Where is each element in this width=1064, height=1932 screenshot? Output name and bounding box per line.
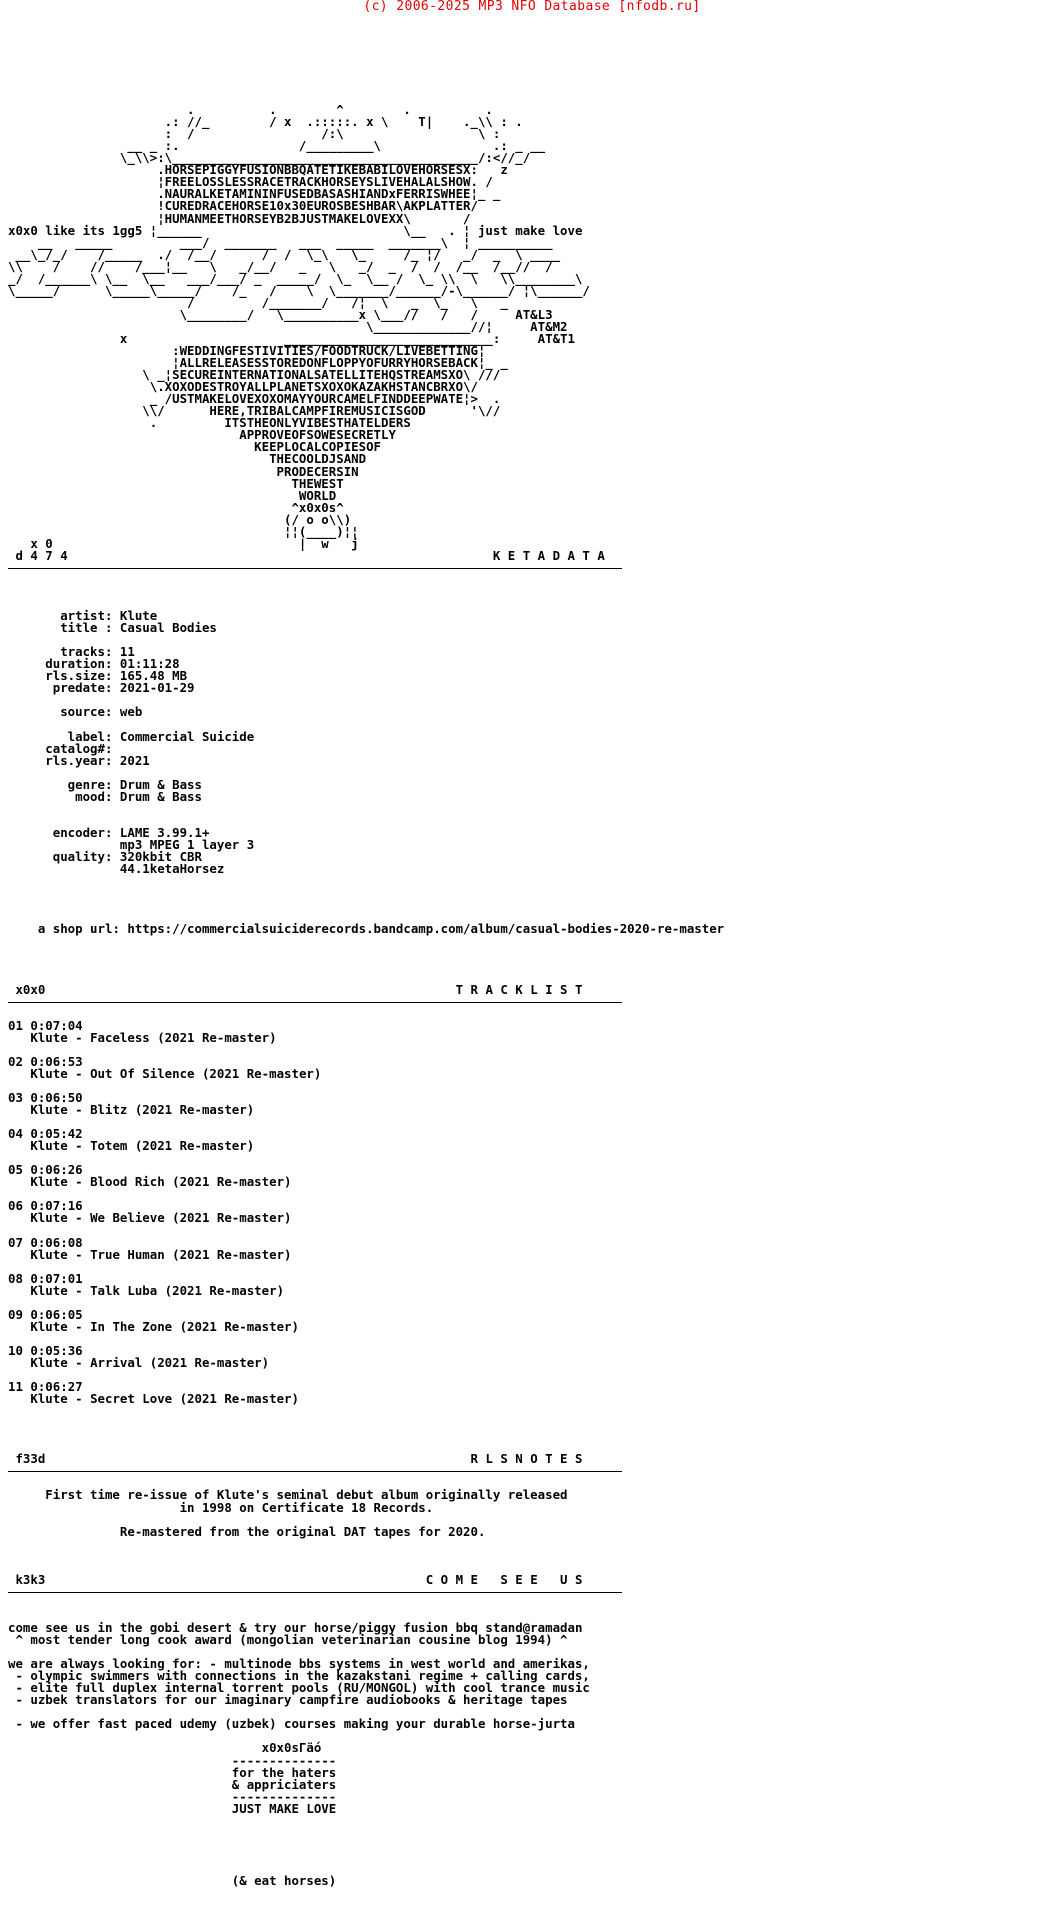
track-duration: 0:06:50 (30, 1089, 83, 1105)
track-number: 04 (8, 1126, 23, 1142)
shop-url-link[interactable]: https://commercialsuiciderecords.bandcamp.com/album/casual-bodies-2020-re-master (127, 921, 725, 937)
metadata-key: rls.year (8, 752, 105, 768)
metadata-value: Commercial Suicide (119, 728, 255, 744)
come-see-us-line: -------------- (8, 1788, 337, 1804)
ascii-logo-line: \________/ \__________x \___// / / AT&L3 (8, 306, 553, 322)
track-title-row (8, 1140, 724, 1152)
ascii-logo-line: \_____/ \_____\_____/ /_ / \ \_______/______/-\______/ ¦\______/ (8, 282, 590, 298)
copyright-notice: (c) 2006-2025 MP3 NFO Database [nfodb.ru] (363, 0, 701, 14)
section-title: T R A C K L I S T (455, 981, 583, 997)
track-title-row (8, 1282, 724, 1298)
metadata-key: source (8, 704, 105, 720)
metadata-key: quality (8, 849, 105, 864)
track-duration: 0:07:01 (30, 1270, 83, 1286)
come-see-us-line (8, 1827, 724, 1839)
track-duration: 0:07:04 (30, 1017, 83, 1033)
come-see-us-line: - we offer fast paced udemy (uzbek) courses making your durable horse-jurta (8, 1716, 575, 1732)
ascii-logo-line: (/ o o\\) (8, 511, 352, 527)
ascii-logo-line: !CUREDRACEHORSE10x30EUROSBESHBAR\AKPLATTER/ (8, 198, 478, 214)
blank-line (8, 1080, 724, 1092)
ascii-logo-line: / /_______/ /¦ \ _ \_ \ _ (8, 294, 508, 310)
track-title-row (8, 1318, 724, 1334)
metadata-value: mp3 MPEG 1 layer 3 (119, 836, 255, 852)
section-title: R L S N O T E S (470, 1451, 583, 1467)
metadata-row-catalog-: catalog#: (8, 740, 120, 756)
metadata-row-rls-size: rls.size: 165.48 MB (8, 668, 188, 684)
ascii-logo-line: \\/ HERE,TRIBALCAMPFIREMUSICISGOD '\// (8, 403, 501, 419)
ascii-logo-line: \_____________//¦ AT&M2 (8, 318, 568, 334)
tracklist-divider (8, 996, 724, 1008)
metadata-row-continued (8, 863, 724, 875)
metadata-key: title (8, 620, 105, 636)
metadata-value: Casual Bodies (119, 620, 217, 636)
track-duration: 0:06:27 (30, 1379, 83, 1395)
metadata-value: LAME 3.99.1+ (119, 824, 210, 840)
track-title-row (8, 1029, 724, 1045)
ascii-logo-line: x ____________________________: AT&T1 (8, 330, 575, 346)
section-title: C O M E S E E U S (425, 1571, 583, 1587)
ascii-logo-line: _/ /______\ \__ \__ ___/___/ _ _____/ \_ \__ / \_ \\ \ \\________\ (8, 270, 583, 286)
blank-line (8, 899, 724, 911)
ascii-logo-line: WORLD (8, 487, 337, 503)
rlsnotes-divider (8, 1465, 724, 1477)
metadata-value: 11 (119, 644, 135, 660)
blank-line (8, 1297, 724, 1309)
metadata-value: 2021 (119, 752, 150, 768)
metadata-row-predate: predate: 2021-01-29 (8, 680, 195, 696)
track-number: 08 (8, 1270, 23, 1286)
ascii-logo-line: __\_/_/ /_____ ./ /__/ / / \_\ \_ /_ ¦/ _/ _ \ ____ (8, 246, 561, 262)
metadata-value: 2021-01-29 (119, 680, 195, 696)
track-title: Klute - Secret Love (2021 Re-master) (30, 1391, 299, 1407)
blank-line (8, 586, 724, 598)
ascii-logo-line: \.XOXODESTROYALLPLANETSXOXOKAZAKHSTANCBRXO\/ (8, 379, 478, 395)
metadata-row-tracks: tracks: 11 (8, 644, 135, 660)
blank-line (8, 1550, 724, 1562)
blank-line (8, 1116, 724, 1128)
track-number: 10 (8, 1342, 23, 1358)
track-number: 11 (8, 1379, 23, 1395)
metadata-value: 44.1ketaHorsez (119, 861, 225, 877)
blank-line (8, 1417, 724, 1429)
metadata-row-title: title : Casual Bodies (8, 620, 217, 636)
track-number: 09 (8, 1306, 23, 1322)
ketadata-divider (8, 562, 724, 574)
metadata-key: label (8, 728, 105, 744)
release-note-line: Re-mastered from the original DAT tapes for 2020. (8, 1523, 486, 1539)
come-see-us-line (8, 1851, 724, 1863)
track-title: Klute - Talk Luba (2021 Re-master) (30, 1282, 285, 1298)
track-number: 01 (8, 1017, 23, 1033)
ascii-logo-line: __ _ :. /_________\ .: _ __ (8, 138, 546, 154)
metadata-value: Klute (119, 608, 158, 624)
track-duration: 0:07:16 (30, 1198, 83, 1214)
track-duration: 0:06:53 (30, 1053, 83, 1069)
ascii-logo-line: APPROVEOFSOWESECRETLY (8, 427, 396, 443)
blank-line (8, 1261, 724, 1273)
ascii-logo-line: \_\\>:\_________________________________________/:<//_/ (8, 150, 531, 166)
track-duration: 0:05:42 (30, 1126, 83, 1142)
track-title-row (8, 1212, 724, 1224)
section-tag: k3k3 (15, 1571, 46, 1587)
come-see-us-line: we are always looking for: - multinode bbs systems in west world and amerikas, (8, 1656, 590, 1672)
ascii-logo-line: : / /:\ \ : (8, 126, 501, 142)
metadata-row-label: label: Commercial Suicide (8, 728, 255, 744)
track-number: 05 (8, 1162, 23, 1178)
blank-line (8, 1152, 724, 1164)
blank-line (8, 947, 724, 959)
blank-line (8, 1538, 724, 1550)
shop-url-row: a shop url: https://commercialsuiciderecords.bandcamp.com/album/casual-bodies-2020-re-master (8, 921, 725, 937)
comeseeus-divider (8, 1586, 724, 1598)
ascii-logo-line: .HORSEPIGGYFUSIONBBQATETIKEBABILOVEHORSESX: z (8, 162, 508, 178)
blank-line (8, 1369, 724, 1381)
track-duration: 0:05:36 (30, 1342, 83, 1358)
blank-line (8, 1405, 724, 1417)
metadata-row-source: source: web (8, 704, 143, 720)
come-see-us-line: for the haters (8, 1764, 337, 1780)
ascii-logo-line: PRODECERSIN (8, 463, 359, 479)
blank-line (8, 959, 724, 971)
metadata-key: encoder (8, 824, 105, 840)
comeseeus-header (8, 1571, 724, 1587)
track-title: Klute - Out Of Silence (2021 Re-master) (30, 1065, 322, 1081)
ascii-logo-line: \ _¦SECUREINTERNATIONALSATELLITEHQSTREAMSXO\ /// (8, 367, 501, 383)
metadata-key: duration (8, 656, 105, 672)
track-title: Klute - Blitz (2021 Re-master) (30, 1101, 255, 1117)
metadata-value: 165.48 MB (119, 668, 188, 684)
metadata-key: artist (8, 608, 105, 624)
come-see-us-line (8, 1839, 724, 1851)
ascii-logo-line: . . ^ . . (8, 102, 493, 118)
metadata-key: catalog# (8, 740, 105, 756)
ascii-logo-line: KEEPLOCALCOPIESOF (8, 439, 381, 455)
ascii-logo-line: ¦ALLRELEASESSTOREDONFLOPPYOFURRYHORSEBACK¦_ _ (8, 355, 508, 371)
come-see-us-line: (& eat horses) (8, 1872, 337, 1888)
ascii-logo-line (8, 80, 724, 92)
metadata-key: rls.size (8, 668, 105, 684)
come-see-us-line: - olympic swimmers with connections in the kazakstani regime + calling cards, (8, 1668, 590, 1684)
ascii-logo-line: THECOOLDJSAND (8, 451, 367, 467)
metadata-key (8, 861, 105, 876)
track-number: 03 (8, 1089, 23, 1105)
ascii-logo-line: ¦HUMANMEETHORSEYB2BJUSTMAKELOVEXX\ / (8, 210, 471, 226)
blank-line (8, 1188, 724, 1200)
ascii-logo-line: . ITSTHEONLYVIBESTHATELDERS (8, 415, 411, 431)
metadata-row-artist: artist: Klute (8, 608, 158, 624)
track-duration: 0:06:05 (30, 1306, 83, 1322)
ascii-logo-line: .NAURALKETAMININFUSEDBASASHIANDxFERRISWHEE¦_ _ (8, 186, 501, 202)
track-title-row (8, 1176, 724, 1188)
come-see-us-line: ^ most tender long cook award (mongolian veterinarian cousine blog 1994) ^ (8, 1632, 568, 1648)
blank-line (8, 574, 724, 586)
section-tag: x0x0 (15, 981, 46, 997)
metadata-key: predate (8, 680, 105, 696)
track-title: Klute - We Believe (2021 Re-master) (30, 1210, 292, 1226)
track-title-row (8, 1246, 724, 1262)
come-see-us-line: - elite full duplex internal torrent pools (RU/MONGOL) with cool trance music (8, 1680, 590, 1696)
come-see-us-line (8, 1815, 724, 1827)
track-number: 07 (8, 1234, 23, 1250)
release-note-line: First time re-issue of Klute's seminal debut album originally released (8, 1487, 568, 1503)
come-see-us-line: - uzbek translators for our imaginary campfire audiobooks & heritage tapes (8, 1692, 568, 1708)
blank-line (8, 887, 724, 899)
metadata-value: Drum & Bass (119, 776, 202, 792)
metadata-row-quality: quality: 320kbit CBR (8, 849, 202, 864)
track-title: Klute - In The Zone (2021 Re-master) (30, 1318, 299, 1334)
ascii-logo-line: _ /USTMAKELOVEXOXOMAYYOURCAMELFINDDEEPWATE¦> . (8, 391, 501, 407)
metadata-row-duration: duration: 01:11:28 (8, 656, 180, 672)
metadata-value: 320kbit CBR (119, 849, 202, 864)
section-tag: f33d (15, 1451, 46, 1467)
ascii-logo-line: :WEDDINGFESTIVITIES/FOODTRUCK/LIVEBETTING¦ (8, 343, 486, 359)
blank-line (8, 1333, 724, 1345)
come-see-us-line: JUST MAKE LOVE (8, 1800, 337, 1816)
come-see-us-line: come see us in the gobi desert & try our horse/piggy fusion bbq stand@ramadan (8, 1620, 583, 1635)
track-title: Klute - True Human (2021 Re-master) (30, 1246, 292, 1262)
blank-line (8, 1044, 724, 1056)
ascii-logo-line: ¦¦(____)¦¦ (8, 523, 359, 539)
ascii-logo-line: \\ / // /___¦__ \ _/__/ _ \ _/ _ / / /__ /__// / (8, 258, 553, 274)
blank-line (8, 875, 724, 887)
track-title-row (8, 1065, 724, 1081)
nfo-document (8, 80, 724, 1887)
track-title-row (8, 1101, 724, 1117)
metadata-row-mood: mood: Drum & Bass (8, 788, 202, 804)
ascii-logo-line: .: //_ / x .:::::. x \ T| ._\\ : . (8, 114, 523, 130)
shop-url-label: a shop url (8, 921, 113, 937)
ascii-logo-line: __ _____ ___/ _______ ___ _____ _______\ ¦ __________ (8, 234, 553, 250)
ascii-logo-line: ^x0x0s^ (8, 499, 344, 515)
ascii-logo-line: ¦FREELOSSLESSRACETRACKHORSEYSLIVEHALALSHOW. / (8, 174, 493, 190)
track-title: Klute - Faceless (2021 Re-master) (30, 1029, 277, 1045)
metadata-row-rls-year: rls.year: 2021 (8, 752, 150, 768)
track-title: Klute - Totem (2021 Re-master) (30, 1138, 255, 1154)
come-see-us-line: x0x0sГäó (8, 1740, 322, 1756)
blank-line (8, 1224, 724, 1236)
rlsnotes-header (8, 1453, 724, 1465)
track-duration: 0:06:26 (30, 1162, 83, 1178)
release-note-line: in 1998 on Certificate 18 Records. (8, 1499, 434, 1515)
metadata-key: mood (8, 788, 105, 804)
metadata-row-genre: genre: Drum & Bass (8, 776, 202, 792)
track-number: 02 (8, 1053, 23, 1069)
metadata-key: genre (8, 776, 105, 792)
track-title: Klute - Blood Rich (2021 Re-master) (30, 1174, 292, 1190)
blank-line (8, 1008, 724, 1020)
blank-line (8, 1598, 724, 1610)
track-duration: 0:06:08 (30, 1234, 83, 1250)
come-see-us-line: & appriciaters (8, 1776, 337, 1792)
metadata-value: Drum & Bass (119, 788, 202, 804)
blank-line (8, 1429, 724, 1441)
ascii-logo-line: x0x0 like its 1gg5 ¦______ \__ . ¦ just make love (8, 222, 583, 238)
ascii-logo-line: x 0 | w j (8, 535, 359, 551)
ascii-logo-line: d 4 7 4 K E T A D A T A (8, 547, 605, 563)
track-title: Klute - Arrival (2021 Re-master) (30, 1354, 270, 1370)
come-see-us-line: -------------- (8, 1752, 337, 1768)
track-title-row (8, 1354, 724, 1370)
metadata-row-encoder: encoder: LAME 3.99.1+ (8, 824, 210, 840)
track-title-row (8, 1393, 724, 1405)
ascii-logo-line: THEWEST (8, 475, 344, 491)
blank-line (8, 935, 724, 947)
metadata-value: web (119, 704, 143, 720)
tracklist-header (8, 981, 724, 997)
metadata-key: tracks (8, 644, 105, 660)
blank-line (8, 803, 724, 815)
track-number: 06 (8, 1198, 23, 1214)
metadata-value: 01:11:28 (119, 656, 180, 672)
